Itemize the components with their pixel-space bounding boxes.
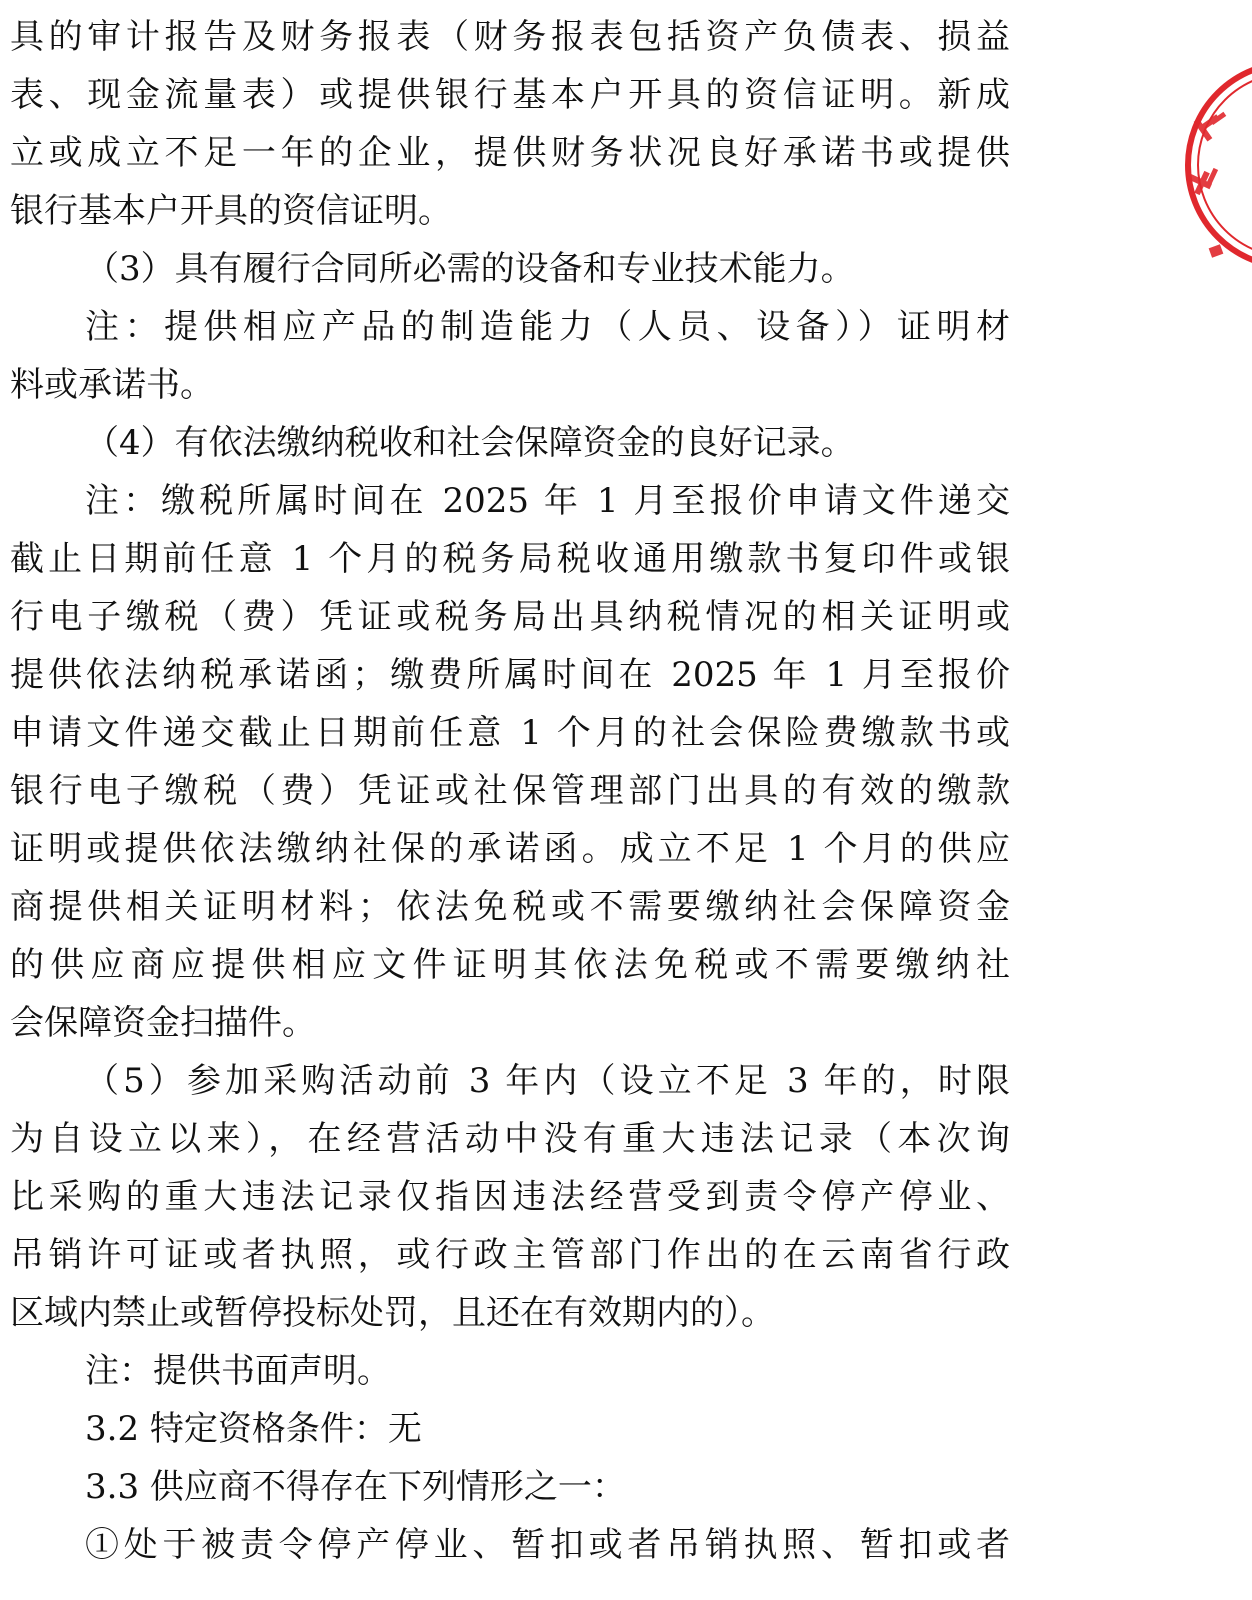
text-line: 注：提供相应产品的制造能力（人员、设备））证明材	[85, 307, 1010, 347]
official-seal-stamp	[1180, 60, 1252, 270]
text-line: 证明或提供依法缴纳社保的承诺函。成立不足 1 个月的供应	[10, 829, 1010, 869]
text-line: ①处于被责令停产停业、暂扣或者吊销执照、暂扣或者	[85, 1525, 1010, 1565]
document-body	[10, 8, 1010, 1574]
text-line: 料或承诺书。	[10, 365, 214, 405]
text-line: （3）具有履行合同所必需的设备和专业技术能力。	[85, 249, 855, 289]
text-line: 区域内禁止或暂停投标处罚，且还在有效期内的）。	[10, 1293, 775, 1333]
text-line: 为自设立以来），在经营活动中没有重大违法记录（本次询	[10, 1119, 1010, 1159]
text-line: 具的审计报告及财务报表（财务报表包括资产负债表、损益	[10, 17, 1010, 57]
text-line: 申请文件递交截止日期前任意 1 个月的社会保险费缴款书或	[10, 713, 1010, 753]
text-line: 注：提供书面声明。	[85, 1351, 391, 1391]
text-line: 吊销许可证或者执照，或行政主管部门作出的在云南省行政	[10, 1235, 1010, 1275]
text-line: 银行基本户开具的资信证明。	[10, 191, 452, 231]
text-line: 注：缴税所属时间在 2025 年 1 月至报价申请文件递交	[85, 481, 1010, 521]
text-line: 的供应商应提供相应文件证明其依法免税或不需要缴纳社	[10, 945, 1010, 985]
text-line: （5）参加采购活动前 3 年内（设立不足 3 年的，时限	[85, 1061, 1010, 1101]
text-line: 3.2 特定资格条件：无	[85, 1409, 422, 1449]
text-line: 商提供相关证明材料；依法免税或不需要缴纳社会保障资金	[10, 887, 1010, 927]
text-line: 行电子缴税（费）凭证或税务局出具纳税情况的相关证明或	[10, 597, 1010, 637]
text-line: 会保障资金扫描件。	[10, 1003, 316, 1043]
text-line: 3.3 供应商不得存在下列情形之一：	[85, 1467, 626, 1507]
text-line: 银行电子缴税（费）凭证或社保管理部门出具的有效的缴款	[10, 771, 1010, 811]
text-line: （4）有依法缴纳税收和社会保障资金的良好记录。	[85, 423, 855, 463]
text-line: 截止日期前任意 1 个月的税务局税收通用缴款书复印件或银	[10, 539, 1010, 579]
text-line: 提供依法纳税承诺函；缴费所属时间在 2025 年 1 月至报价	[10, 655, 1010, 695]
text-line: 表、现金流量表）或提供银行基本户开具的资信证明。新成	[10, 75, 1010, 115]
text-line: 立或成立不足一年的企业，提供财务状况良好承诺书或提供	[10, 133, 1010, 173]
text-line: 比采购的重大违法记录仅指因违法经营受到责令停产停业、	[10, 1177, 1010, 1217]
